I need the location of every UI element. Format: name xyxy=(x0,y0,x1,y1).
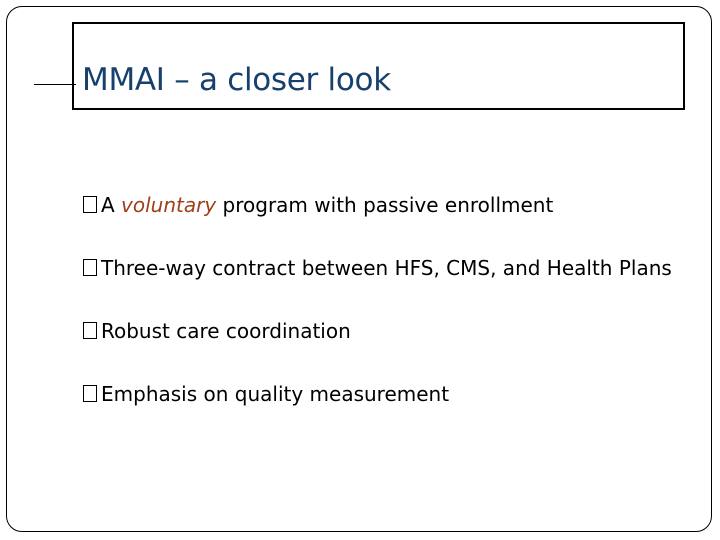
title-box xyxy=(72,22,685,110)
missing-glyph-box-icon xyxy=(83,385,97,402)
bullet-text: Emphasis on quality measurement xyxy=(101,382,450,406)
missing-glyph-box-icon xyxy=(83,196,97,213)
bullet-list xyxy=(82,190,682,409)
bullet-item xyxy=(82,316,682,346)
slide-title: MMAI – a closer look xyxy=(82,62,391,98)
title-accent-line xyxy=(34,84,76,85)
bullet-emphasis: voluntary xyxy=(121,193,217,217)
missing-glyph-box-icon xyxy=(83,322,97,339)
missing-glyph-box-icon xyxy=(83,259,97,276)
bullet-item xyxy=(82,253,682,283)
bullet-item xyxy=(82,190,682,220)
bullet-text: program with passive enrollment xyxy=(216,193,554,217)
bullet-text: Robust care coordination xyxy=(101,319,351,343)
bullet-text: Three-way contract between HFS, CMS, and Health Plans xyxy=(101,256,672,280)
bullet-lead: A xyxy=(101,193,122,217)
bullet-item xyxy=(82,379,682,409)
